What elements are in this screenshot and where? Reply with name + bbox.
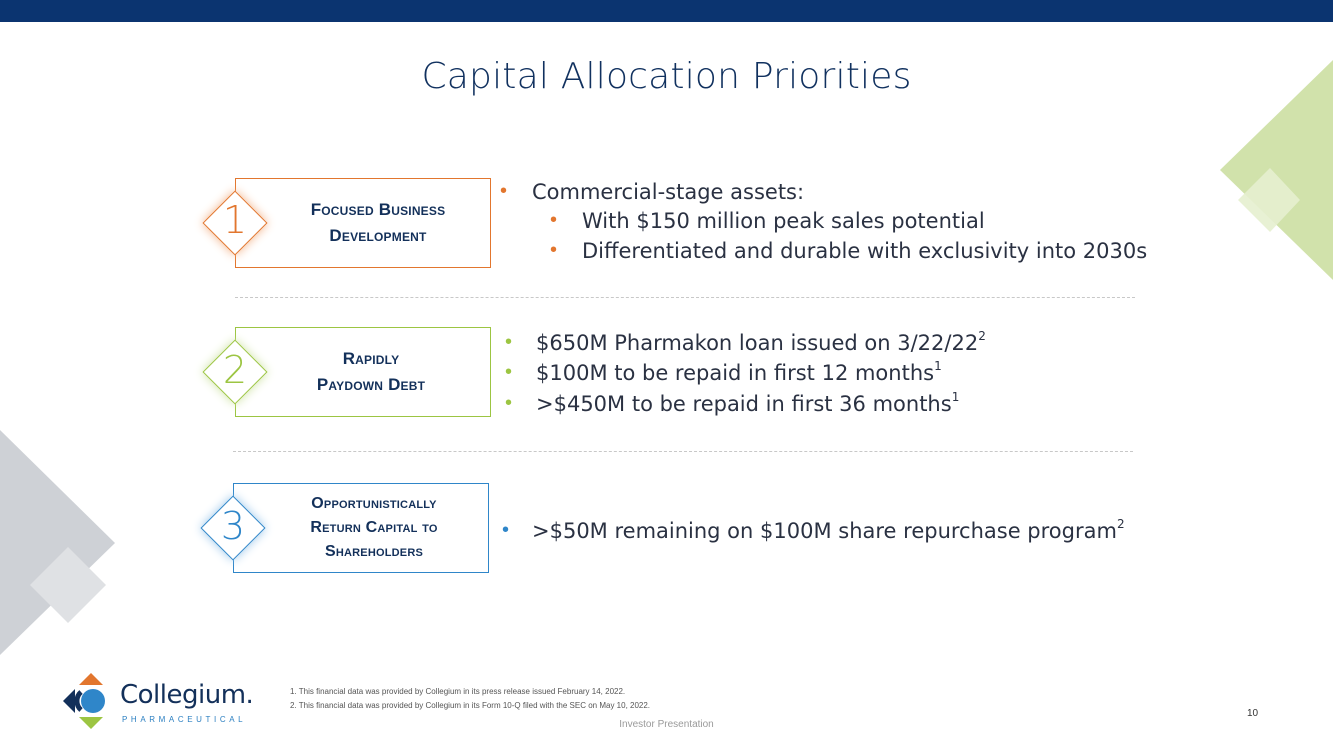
bullet-dot: •	[550, 239, 558, 261]
priority-3-label: Opportunistically Return Capital to Shareholders	[310, 495, 438, 560]
priority-1-number: 1	[222, 198, 248, 242]
footnote-ref: 1	[934, 359, 942, 373]
priority-3-bullet-1: >$50M remaining on $100M share repurchase program$^2$	[532, 517, 1125, 543]
page-number: 10	[1247, 708, 1259, 719]
priority-3-number: 3	[220, 504, 246, 548]
logo-wordmark: Collegium.	[120, 680, 254, 710]
priority-1-bullet-2: With $150 million peak sales potential	[582, 209, 985, 233]
priority-2-number: 2	[222, 348, 248, 392]
priority-2-bullet-1: $650M Pharmakon loan issued on $3/22/22^2$	[536, 329, 986, 355]
priority-2-label: Rapidly Paydown Debt	[316, 349, 426, 394]
priority-3-box	[233, 483, 489, 573]
page-title: Capital Allocation Priorities	[421, 56, 912, 97]
bullet-dot: •	[502, 519, 510, 541]
divider-2	[233, 451, 1133, 452]
footnote-ref: 2	[1116, 517, 1125, 531]
bullet-dot: •	[505, 361, 513, 383]
priority-1-box	[235, 178, 491, 268]
priority-1-bullet-1: Commercial-stage assets:	[532, 180, 805, 204]
footnote-ref: 2	[978, 329, 986, 343]
bullet-dot: •	[550, 209, 558, 231]
priority-1-label: Focused Business Development	[310, 200, 446, 245]
footer-label: Investor Presentation	[619, 719, 714, 730]
divider-1	[235, 297, 1135, 298]
priority-2-box	[235, 327, 491, 417]
decorative-gray-diamonds	[0, 430, 120, 660]
footnote-ref: 1	[951, 390, 960, 404]
priority-2-bullet-2: $100M to be repaid in first 12 months$^1$	[536, 359, 942, 385]
priority-1-bullet-3: Differentiated and durable with exclusivity into 2030s	[582, 239, 1148, 263]
bullet-dot: •	[505, 392, 513, 414]
footnote-2: 2. This financial data was provided by Collegium in its Form 10-Q filed with the SEC on May 10, 2022.	[290, 701, 651, 710]
bullet-dot: •	[505, 331, 513, 353]
footnote-1: 1. This financial data was provided by Collegium in its press release issued February 14, 2022.	[290, 687, 626, 696]
priority-2-bullet-3: >$450M to be repaid in first 36 months$^1$	[536, 390, 960, 416]
bullet-dot: •	[500, 180, 508, 202]
top-banner	[0, 0, 1333, 22]
logo-subtitle: PHARMACEUTICAL	[122, 715, 247, 724]
